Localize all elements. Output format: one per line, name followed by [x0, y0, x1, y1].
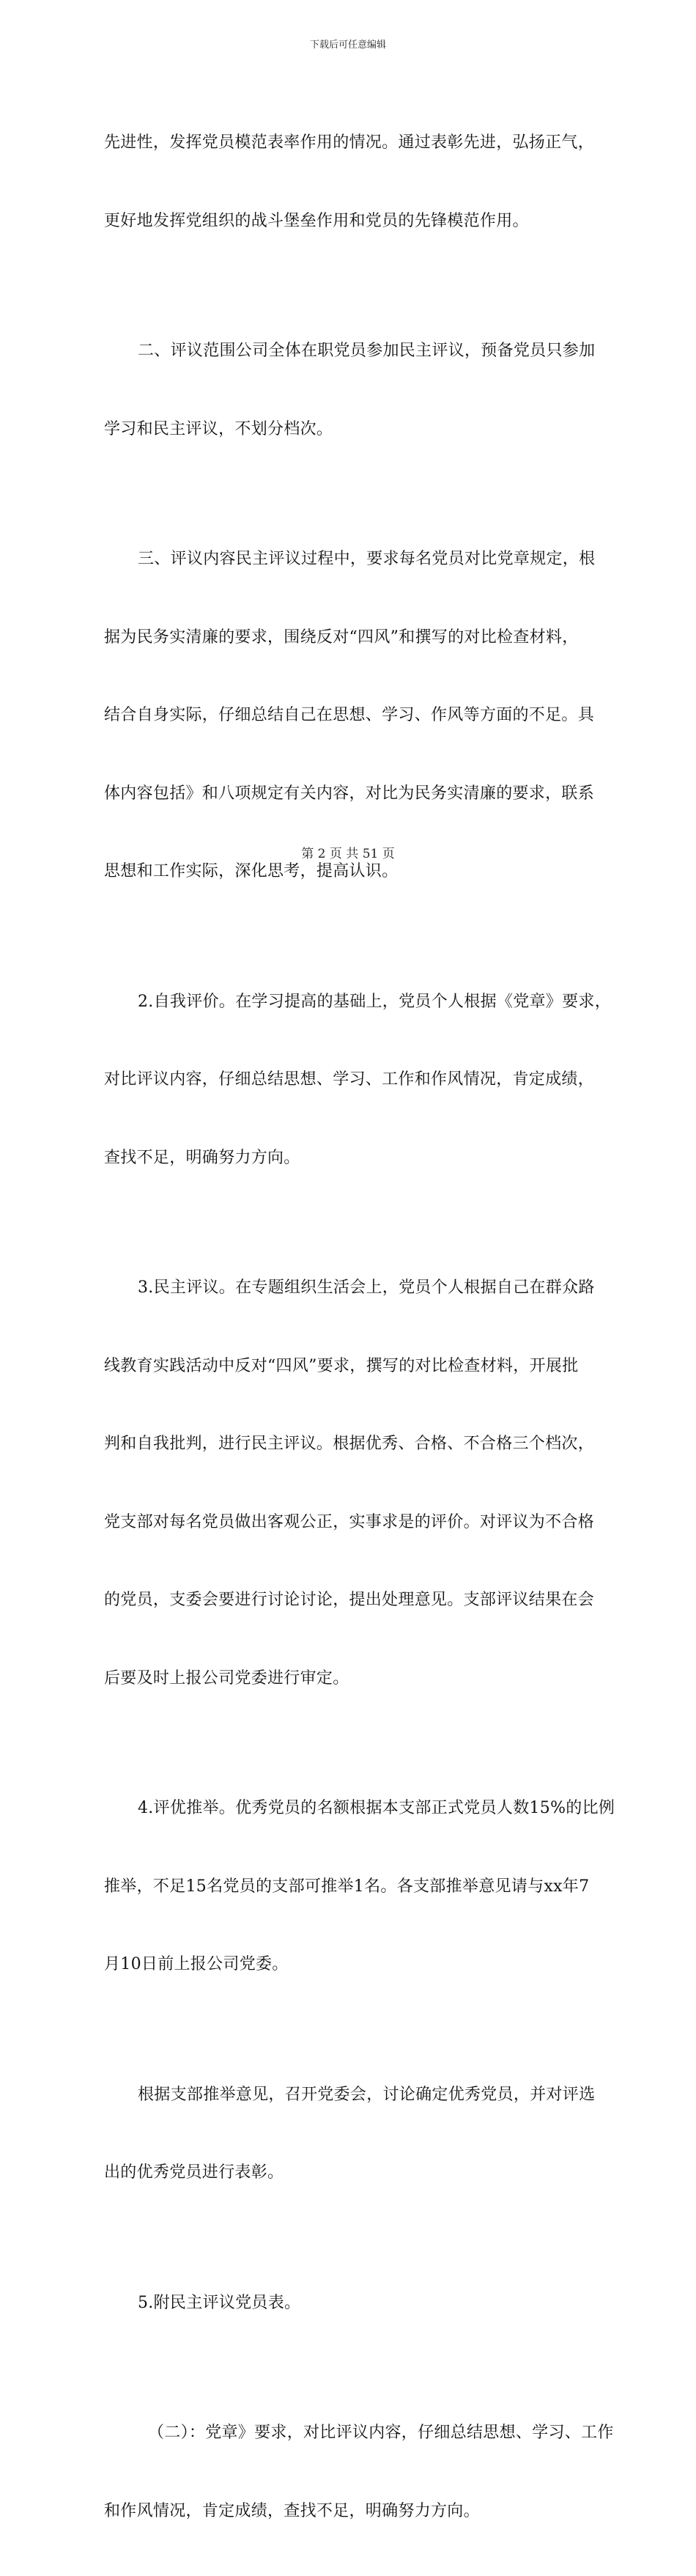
- paragraph-5: [104, 1223, 602, 1743]
- text-line: 后要及时上报公司党委进行审定。: [104, 1668, 349, 1688]
- text-line: 思想和工作实际，深化思考，提高认识。: [104, 862, 399, 880]
- text-line: 学习和民主评议，不划分档次。: [104, 419, 333, 438]
- text-line: 结合自身实际，仔细总结自己在思想、学习、作风等方面的不足。具: [104, 706, 595, 724]
- text-line: 线教育实践活动中反对“四风”要求，撰写的对比检查材料，开展批: [104, 1356, 579, 1375]
- text-line: 2.自我评价。在学习提高的基础上，党员个人根据《党章》要求，: [138, 992, 611, 1011]
- text-line: 4.评优推举。优秀党员的名额根据本支部正式党员人数15%的比例: [138, 1799, 615, 1817]
- text-line: 先进性，发挥党员模范表率作用的情况。通过表彰先进，弘扬正气，: [104, 133, 595, 152]
- paragraph-1: [104, 78, 602, 286]
- paragraph-2: [104, 286, 602, 494]
- text-line: 据为民务实清廉的要求，围绕反对“四风”和撰写的对比检查材料，: [104, 628, 579, 647]
- text-line: 3.民主评议。在专题组织生活会上，党员个人根据自己在群众路: [138, 1278, 595, 1297]
- text-line: 5.附民主评议党员表。: [138, 2293, 301, 2312]
- text-line: 党支部对每名党员做出客观公正，实事求是的评价。对评议为不合格: [104, 1512, 595, 1531]
- paragraph-9: [104, 2368, 614, 2576]
- page-header: 下载后可任意编辑: [309, 40, 386, 51]
- text-line: 对比评议内容，仔细总结思想、学习、工作和作风情况，肯定成绩，: [104, 1070, 595, 1089]
- paragraph-8: [104, 2238, 602, 2369]
- paragraph-6: [104, 1743, 615, 2030]
- text-line: 三、评议内容民主评议过程中，要求每名党员对比党章规定，根: [138, 550, 596, 568]
- text-line: 判和自我批判，进行民主评议。根据优秀、合格、不合格三个档次，: [104, 1435, 595, 1453]
- text-line: 二、评议范围公司全体在职党员参加民主评议，预备党员只参加: [138, 342, 596, 360]
- text-line: 出的优秀党员进行表彰。: [104, 2163, 284, 2182]
- text-line: 根据支部推举意见，召开党委会，讨论确定优秀党员，并对评选: [138, 2085, 596, 2104]
- text-line: 和作风情况，肯定成绩，查找不足，明确努力方向。: [104, 2501, 480, 2520]
- text-line: （二）：党章》要求，对比评议内容，仔细总结思想、学习、工作: [148, 2424, 614, 2442]
- text-line: 月10日前上报公司党委。: [104, 1955, 289, 1973]
- paragraph-3: [104, 494, 602, 937]
- text-line: 查找不足，明确努力方向。: [104, 1148, 300, 1167]
- text-line: 的党员，支委会要进行讨论讨论，提出处理意见。支部评议结果在会: [104, 1591, 595, 1609]
- paragraph-4: [104, 937, 611, 1223]
- text-line: 更好地发挥党组织的战斗堡垒作用和党员的先锋模范作用。: [104, 211, 529, 230]
- document-body: [104, 78, 615, 2576]
- text-line: 体内容包括》和八项规定有关内容，对比为民务实清廉的要求，联系: [104, 784, 595, 803]
- text-line: 推举，不足15名党员的支部可推举1名。各支部推举意见请与xx年7: [104, 1877, 590, 1896]
- paragraph-7: [104, 2030, 602, 2238]
- page-number: 第 2 页 共 51 页: [301, 847, 395, 861]
